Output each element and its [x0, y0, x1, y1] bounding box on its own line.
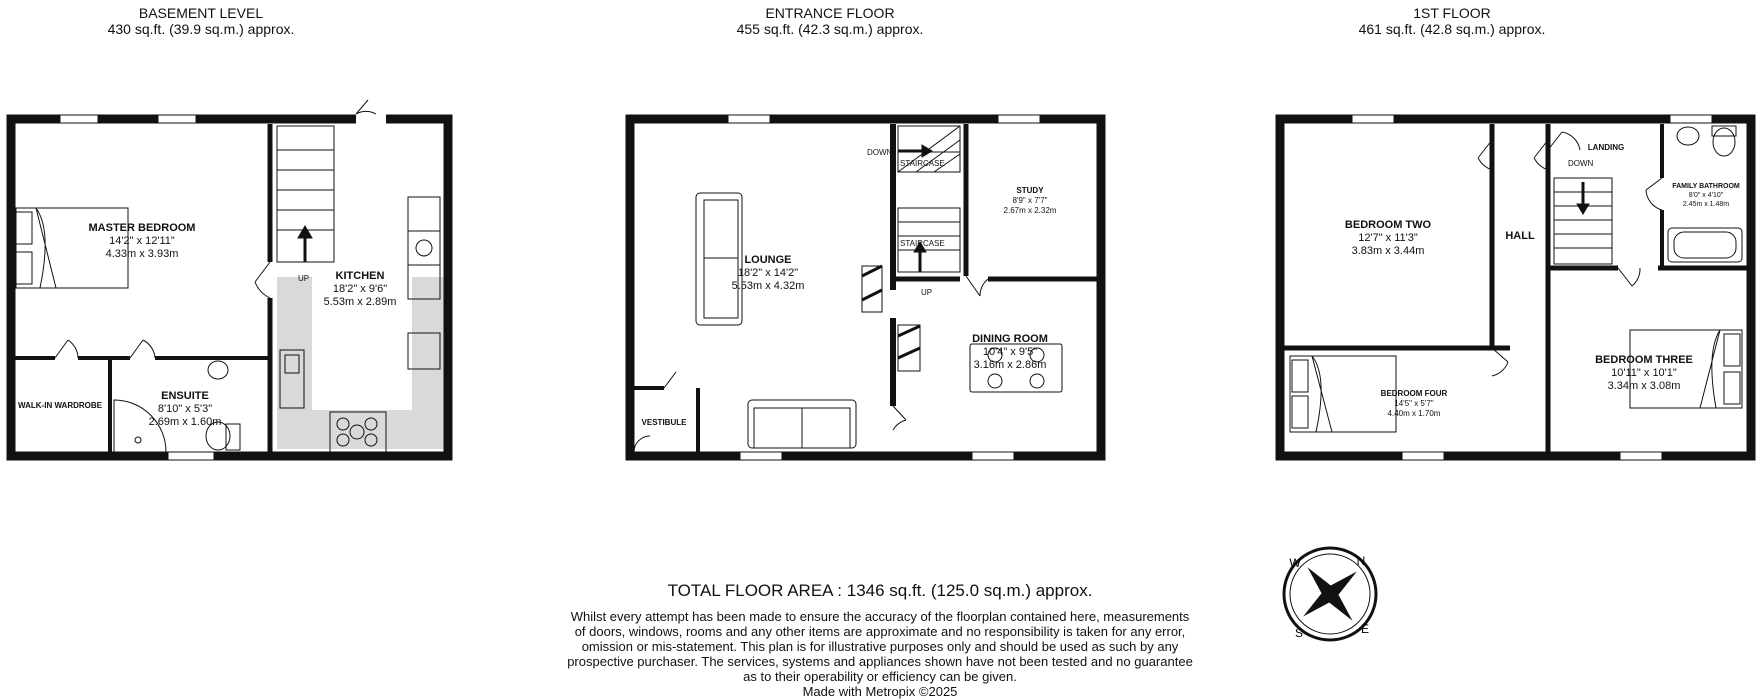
disclaimer-line: Whilst every attempt has been made to ensure the accuracy of the floorplan contained here, measurements [570, 609, 1190, 624]
room-dims-metric: 2.67m x 2.32m [1003, 206, 1057, 215]
room-ensuite [149, 390, 222, 429]
disclaimer-line: of doors, windows, rooms and any other items are approximate and no responsibility is taken for any error, [574, 624, 1186, 639]
room-master-bedroom [89, 222, 196, 261]
disclaimer [540, 609, 1220, 699]
room-name: STUDY [1016, 186, 1044, 195]
disclaimer-line: as to their operability or efficiency can be given. [743, 669, 1017, 684]
stairs-up-label: UP [298, 274, 310, 283]
room-name: KITCHEN [335, 270, 385, 282]
room-dims-imperial: 8'10" x 5'3" [157, 403, 213, 415]
room-lounge [732, 254, 805, 293]
room-name: WALK-IN WARDROBE [18, 401, 102, 410]
room-dims-imperial: 10'11" x 10'1" [1611, 367, 1677, 379]
room-bedroom-three [1595, 354, 1693, 393]
compass-w: W [1289, 556, 1301, 570]
room-dims-imperial: 14'2" x 12'11" [109, 235, 175, 247]
room-kitchen [324, 270, 397, 309]
room-dims-metric: 2.69m x 1.60m [148, 416, 222, 428]
room-dims-metric: 2.45m x 1.48m [1682, 201, 1730, 208]
room-dims-metric: 3.34m x 3.08m [1607, 380, 1681, 392]
room-dims-imperial: 10'4" x 9'5" [982, 346, 1038, 358]
level-title: ENTRANCE FLOOR [765, 5, 895, 21]
room-study [1004, 186, 1057, 216]
room-name: MASTER BEDROOM [88, 222, 196, 234]
room-dims-imperial: 12'7" x 11'3" [1358, 232, 1418, 244]
staircase-label-upper: STAIRCASE [900, 159, 945, 168]
compass-icon [1281, 545, 1379, 643]
room-dims-metric: 5.53m x 2.89m [323, 296, 397, 308]
stairs-down-label: DOWN [1568, 159, 1594, 168]
room-dims-imperial: 8'0" x 4'10" [1688, 192, 1724, 199]
room-dims-imperial: 18'2" x 14'2" [737, 267, 799, 279]
room-dims-metric: 3.83m x 3.44m [1351, 245, 1425, 257]
level-area: 461 sq.ft. (42.8 sq.m.) approx. [1358, 21, 1546, 37]
room-name: LOUNGE [744, 254, 792, 266]
staircase-label-lower: STAIRCASE [900, 239, 945, 248]
level-title: 1ST FLOOR [1413, 5, 1491, 21]
room-walk-in-wardrobe [18, 401, 102, 411]
room-dims-imperial: 18'2" x 9'6" [332, 283, 388, 295]
room-family-bathroom [1672, 182, 1740, 209]
room-dims-metric: 3.16m x 2.86m [973, 359, 1047, 371]
room-dims-imperial: 14'5" x 5'7" [1394, 399, 1434, 408]
stairs-up-label: UP [921, 288, 933, 297]
room-dims-metric: 5.53m x 4.32m [731, 280, 805, 292]
compass-e: E [1360, 622, 1370, 636]
room-dims-metric: 4.33m x 3.93m [105, 248, 179, 260]
room-dims-imperial: 8'9" x 7'7" [1012, 196, 1048, 205]
room-name: BEDROOM THREE [1595, 354, 1693, 366]
total-floor-area: TOTAL FLOOR AREA : 1346 sq.ft. (125.0 sq.m.) approx. [667, 581, 1093, 600]
room-name: BEDROOM FOUR [1380, 389, 1448, 398]
compass-s: S [1294, 626, 1304, 640]
room-name: FAMILY BATHROOM [1672, 183, 1740, 190]
level-title: BASEMENT LEVEL [138, 5, 264, 21]
room-bedroom-four [1381, 389, 1448, 419]
entrance-plan [630, 115, 1101, 460]
room-name: HALL [1505, 230, 1535, 242]
level-area: 430 sq.ft. (39.9 sq.m.) approx. [107, 21, 295, 37]
disclaimer-line: omission or mis-statement. This plan is for illustrative purposes only and should be used as such by any [581, 639, 1179, 654]
room-name: DINING ROOM [972, 333, 1048, 345]
first-floor-plan [1280, 115, 1751, 460]
room-hall [1505, 230, 1534, 243]
room-name: LANDING [1587, 143, 1625, 152]
disclaimer-line: prospective purchaser. The services, systems and appliances shown have not been tested and no guarantee [567, 654, 1193, 669]
room-dims-metric: 4.40m x 1.70m [1387, 409, 1441, 418]
room-name: BEDROOM TWO [1344, 219, 1432, 231]
room-bedroom-two [1345, 219, 1431, 258]
compass-n: N [1356, 554, 1366, 568]
room-vestibule [642, 418, 687, 428]
level-area: 455 sq.ft. (42.3 sq.m.) approx. [736, 21, 924, 37]
stairs-down-label: DOWN [867, 148, 893, 157]
disclaimer-line: Made with Metropix ©2025 [802, 684, 958, 699]
room-name: ENSUITE [161, 390, 209, 402]
room-dining [972, 333, 1048, 372]
room-name: VESTIBULE [641, 418, 687, 427]
room-landing [1588, 143, 1624, 153]
